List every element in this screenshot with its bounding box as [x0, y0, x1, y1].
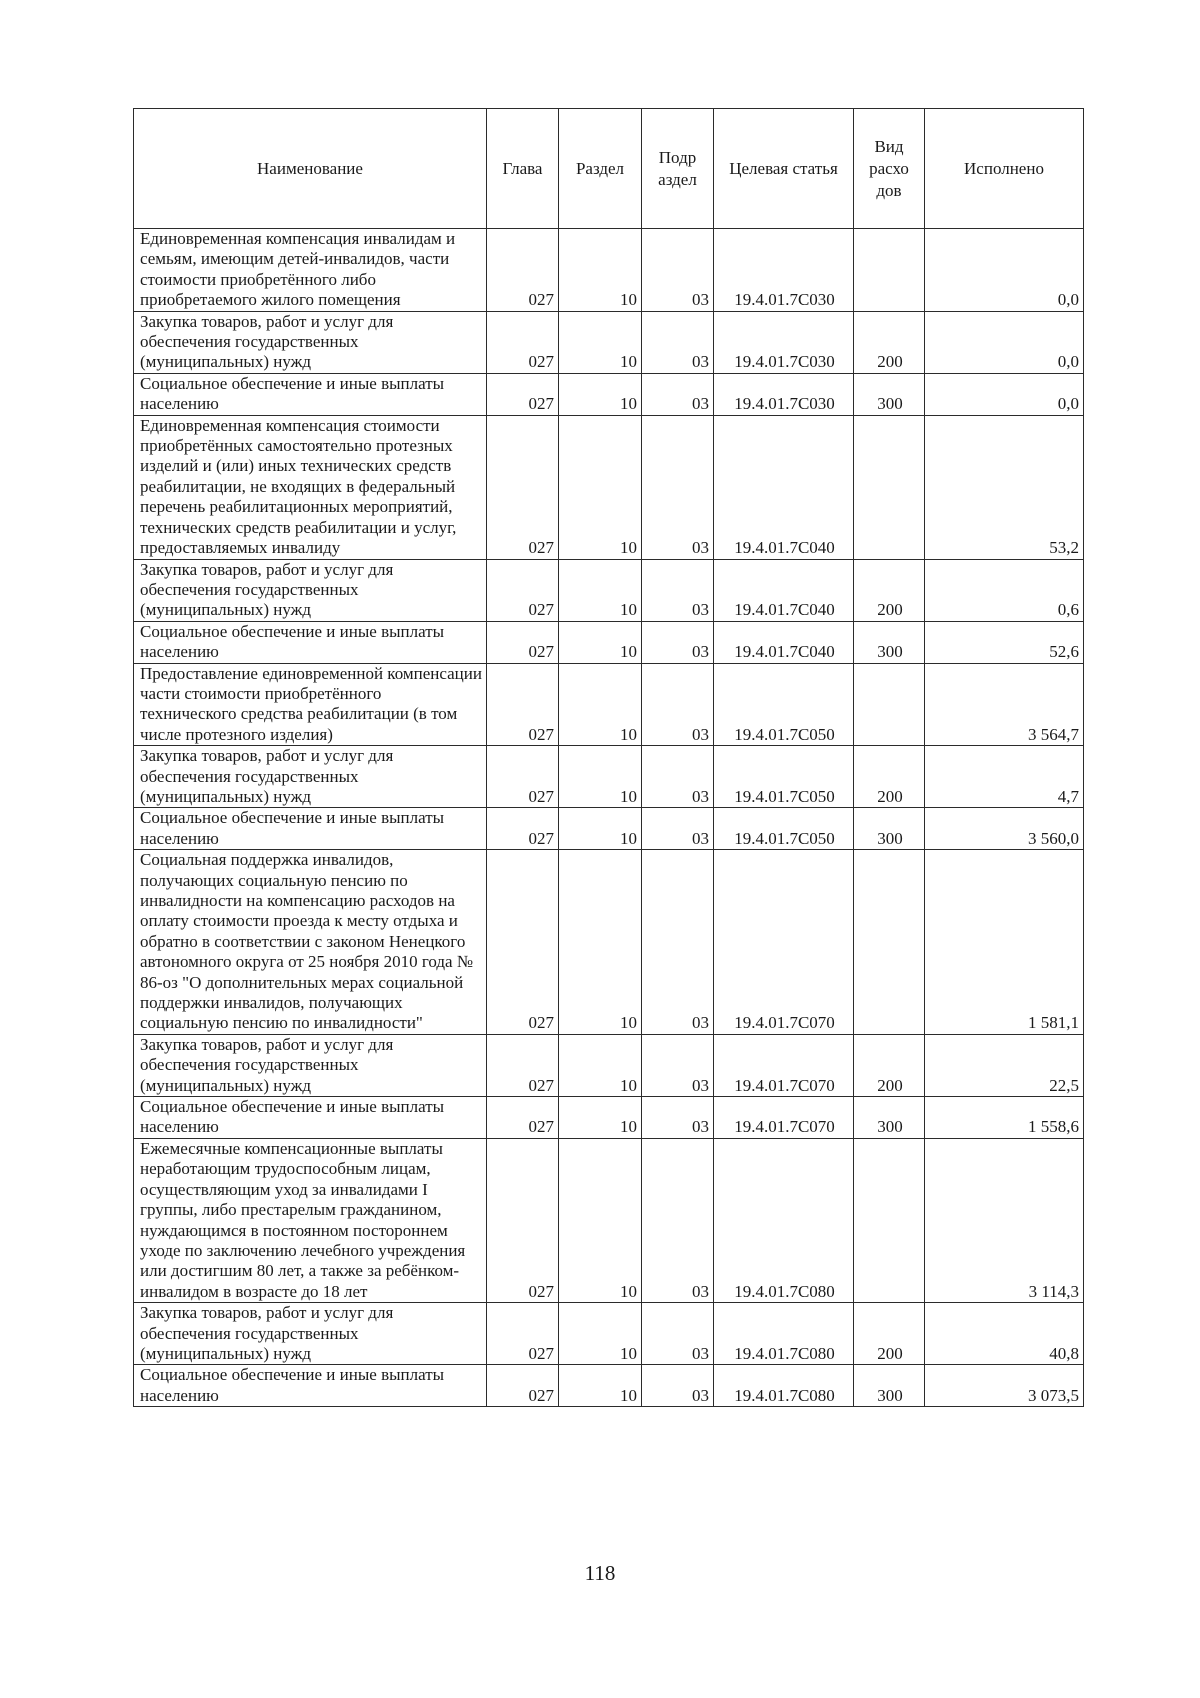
cell-vid-rashodov — [854, 415, 925, 559]
header-vid-rashodov: Вид расхо дов — [854, 109, 925, 229]
cell-ispolneno: 22,5 — [925, 1034, 1084, 1096]
table-row — [134, 808, 1084, 850]
cell-razdel: 10 — [559, 663, 642, 746]
cell-celevaya-statya: 19.4.01.7С070 — [714, 1034, 854, 1096]
page-number: 118 — [584, 1561, 616, 1585]
cell-name: Закупка товаров, работ и услуг для обеспечения государственных (муниципальных) нужд — [134, 559, 487, 621]
cell-ispolneno: 0,0 — [925, 311, 1084, 373]
table-row — [134, 1138, 1084, 1302]
cell-razdel: 10 — [559, 850, 642, 1035]
cell-glava: 027 — [487, 1138, 559, 1302]
cell-name: Ежемесячные компенсационные выплаты неработающим трудоспособным лицам, осуществляющим уход за инвалидами I группы, либо престарелым гражданином, нуждающимся в постоянном постороннем уходе по заключению лечебного учреждения или достигшим 80 лет, а также за ребёнком-инвалидом в возрасте до 18 лет — [134, 1138, 487, 1302]
cell-vid-rashodov — [854, 1138, 925, 1302]
cell-vid-rashodov: 200 — [854, 311, 925, 373]
cell-vid-rashodov: 300 — [854, 621, 925, 663]
cell-name: Социальное обеспечение и иные выплаты населению — [134, 1097, 487, 1139]
cell-glava: 027 — [487, 559, 559, 621]
cell-celevaya-statya: 19.4.01.7С080 — [714, 1303, 854, 1365]
table-row — [134, 415, 1084, 559]
cell-glava: 027 — [487, 1097, 559, 1139]
cell-name: Социальное обеспечение и иные выплаты населению — [134, 621, 487, 663]
cell-vid-rashodov — [854, 850, 925, 1035]
cell-glava: 027 — [487, 850, 559, 1035]
cell-vid-rashodov — [854, 229, 925, 312]
cell-razdel: 10 — [559, 1365, 642, 1407]
cell-celevaya-statya: 19.4.01.7С080 — [714, 1138, 854, 1302]
cell-razdel: 10 — [559, 559, 642, 621]
cell-podrazdel: 03 — [642, 1138, 714, 1302]
cell-podrazdel: 03 — [642, 746, 714, 808]
header-ispolneno: Исполнено — [925, 109, 1084, 229]
table-row — [134, 1097, 1084, 1139]
cell-name: Закупка товаров, работ и услуг для обеспечения государственных (муниципальных) нужд — [134, 1303, 487, 1365]
cell-razdel: 10 — [559, 1303, 642, 1365]
cell-podrazdel: 03 — [642, 1097, 714, 1139]
table-row — [134, 311, 1084, 373]
cell-name: Единовременная компенсация инвалидам и семьям, имеющим детей-инвалидов, части стоимости приобретённого либо приобретаемого жилого помещения — [134, 229, 487, 312]
cell-podrazdel: 03 — [642, 1034, 714, 1096]
cell-vid-rashodov: 200 — [854, 1034, 925, 1096]
cell-celevaya-statya: 19.4.01.7С050 — [714, 746, 854, 808]
cell-name: Социальное обеспечение и иные выплаты населению — [134, 1365, 487, 1407]
cell-ispolneno: 3 564,7 — [925, 663, 1084, 746]
cell-name: Социальное обеспечение и иные выплаты населению — [134, 808, 487, 850]
cell-celevaya-statya: 19.4.01.7С030 — [714, 311, 854, 373]
cell-podrazdel: 03 — [642, 559, 714, 621]
cell-celevaya-statya: 19.4.01.7С080 — [714, 1365, 854, 1407]
cell-name: Закупка товаров, работ и услуг для обеспечения государственных (муниципальных) нужд — [134, 1034, 487, 1096]
cell-glava: 027 — [487, 1034, 559, 1096]
table-row — [134, 850, 1084, 1035]
table-row — [134, 229, 1084, 312]
cell-glava: 027 — [487, 808, 559, 850]
cell-ispolneno: 52,6 — [925, 621, 1084, 663]
header-row — [134, 109, 1084, 229]
cell-celevaya-statya: 19.4.01.7С070 — [714, 850, 854, 1035]
cell-razdel: 10 — [559, 746, 642, 808]
cell-razdel: 10 — [559, 621, 642, 663]
cell-glava: 027 — [487, 373, 559, 415]
cell-celevaya-statya: 19.4.01.7С030 — [714, 229, 854, 312]
cell-ispolneno: 4,7 — [925, 746, 1084, 808]
cell-razdel: 10 — [559, 229, 642, 312]
cell-vid-rashodov: 200 — [854, 746, 925, 808]
table-row — [134, 1365, 1084, 1407]
cell-ispolneno: 40,8 — [925, 1303, 1084, 1365]
table-row — [134, 663, 1084, 746]
table-row — [134, 373, 1084, 415]
cell-name: Предоставление единовременной компенсации части стоимости приобретённого технического средства реабилитации (в том числе протезного изделия) — [134, 663, 487, 746]
cell-podrazdel: 03 — [642, 1303, 714, 1365]
header-celevaya-statya: Целевая статья — [714, 109, 854, 229]
cell-glava: 027 — [487, 1303, 559, 1365]
cell-razdel: 10 — [559, 311, 642, 373]
cell-podrazdel: 03 — [642, 415, 714, 559]
cell-celevaya-statya: 19.4.01.7С050 — [714, 808, 854, 850]
cell-name: Закупка товаров, работ и услуг для обеспечения государственных (муниципальных) нужд — [134, 311, 487, 373]
cell-ispolneno: 0,0 — [925, 373, 1084, 415]
header-glava: Глава — [487, 109, 559, 229]
cell-glava: 027 — [487, 663, 559, 746]
cell-glava: 027 — [487, 311, 559, 373]
cell-razdel: 10 — [559, 1034, 642, 1096]
cell-ispolneno: 3 114,3 — [925, 1138, 1084, 1302]
cell-celevaya-statya: 19.4.01.7С030 — [714, 373, 854, 415]
header-razdel: Раздел — [559, 109, 642, 229]
table-row — [134, 621, 1084, 663]
header-name: Наименование — [134, 109, 487, 229]
cell-ispolneno: 1 581,1 — [925, 850, 1084, 1035]
table-body — [134, 229, 1084, 1407]
cell-glava: 027 — [487, 415, 559, 559]
cell-name: Единовременная компенсация стоимости приобретённых самостоятельно протезных изделий и (или) иных технических средств реабилитации, не входящих в федеральный перечень реабилитационных мероприятий, технических средств реабилитации и услуг, предоставляемых инвалиду — [134, 415, 487, 559]
header-podrazdel: Подр аздел — [642, 109, 714, 229]
cell-razdel: 10 — [559, 1097, 642, 1139]
cell-ispolneno: 3 560,0 — [925, 808, 1084, 850]
cell-podrazdel: 03 — [642, 229, 714, 312]
cell-podrazdel: 03 — [642, 621, 714, 663]
cell-razdel: 10 — [559, 1138, 642, 1302]
cell-podrazdel: 03 — [642, 808, 714, 850]
cell-vid-rashodov — [854, 663, 925, 746]
table-row — [134, 746, 1084, 808]
cell-name: Социальное обеспечение и иные выплаты населению — [134, 373, 487, 415]
cell-podrazdel: 03 — [642, 663, 714, 746]
cell-vid-rashodov: 300 — [854, 1365, 925, 1407]
cell-celevaya-statya: 19.4.01.7С070 — [714, 1097, 854, 1139]
cell-vid-rashodov: 300 — [854, 373, 925, 415]
table-row — [134, 559, 1084, 621]
cell-razdel: 10 — [559, 808, 642, 850]
cell-ispolneno: 1 558,6 — [925, 1097, 1084, 1139]
cell-celevaya-statya: 19.4.01.7С040 — [714, 621, 854, 663]
budget-table — [133, 108, 1084, 1407]
cell-vid-rashodov: 300 — [854, 1097, 925, 1139]
cell-ispolneno: 53,2 — [925, 415, 1084, 559]
cell-ispolneno: 0,0 — [925, 229, 1084, 312]
cell-ispolneno: 0,6 — [925, 559, 1084, 621]
table-row — [134, 1034, 1084, 1096]
cell-celevaya-statya: 19.4.01.7С040 — [714, 415, 854, 559]
cell-glava: 027 — [487, 746, 559, 808]
cell-ispolneno: 3 073,5 — [925, 1365, 1084, 1407]
cell-glava: 027 — [487, 229, 559, 312]
cell-podrazdel: 03 — [642, 373, 714, 415]
cell-name: Закупка товаров, работ и услуг для обеспечения государственных (муниципальных) нужд — [134, 746, 487, 808]
cell-name: Социальная поддержка инвалидов, получающих социальную пенсию по инвалидности на компенсацию расходов на оплату стоимости проезда к месту отдыха и обратно в соответствии с законом Ненецкого автономного округа от 25 ноября 2010 года № 86-оз "О дополнительных мерах социальной поддержки инвалидов, получающих социальную пенсию по инвалидности" — [134, 850, 487, 1035]
cell-podrazdel: 03 — [642, 311, 714, 373]
cell-celevaya-statya: 19.4.01.7С050 — [714, 663, 854, 746]
cell-vid-rashodov: 200 — [854, 1303, 925, 1365]
cell-glava: 027 — [487, 621, 559, 663]
cell-podrazdel: 03 — [642, 850, 714, 1035]
cell-vid-rashodov: 300 — [854, 808, 925, 850]
cell-razdel: 10 — [559, 373, 642, 415]
table-row — [134, 1303, 1084, 1365]
cell-vid-rashodov: 200 — [854, 559, 925, 621]
cell-razdel: 10 — [559, 415, 642, 559]
cell-podrazdel: 03 — [642, 1365, 714, 1407]
cell-celevaya-statya: 19.4.01.7С040 — [714, 559, 854, 621]
cell-glava: 027 — [487, 1365, 559, 1407]
